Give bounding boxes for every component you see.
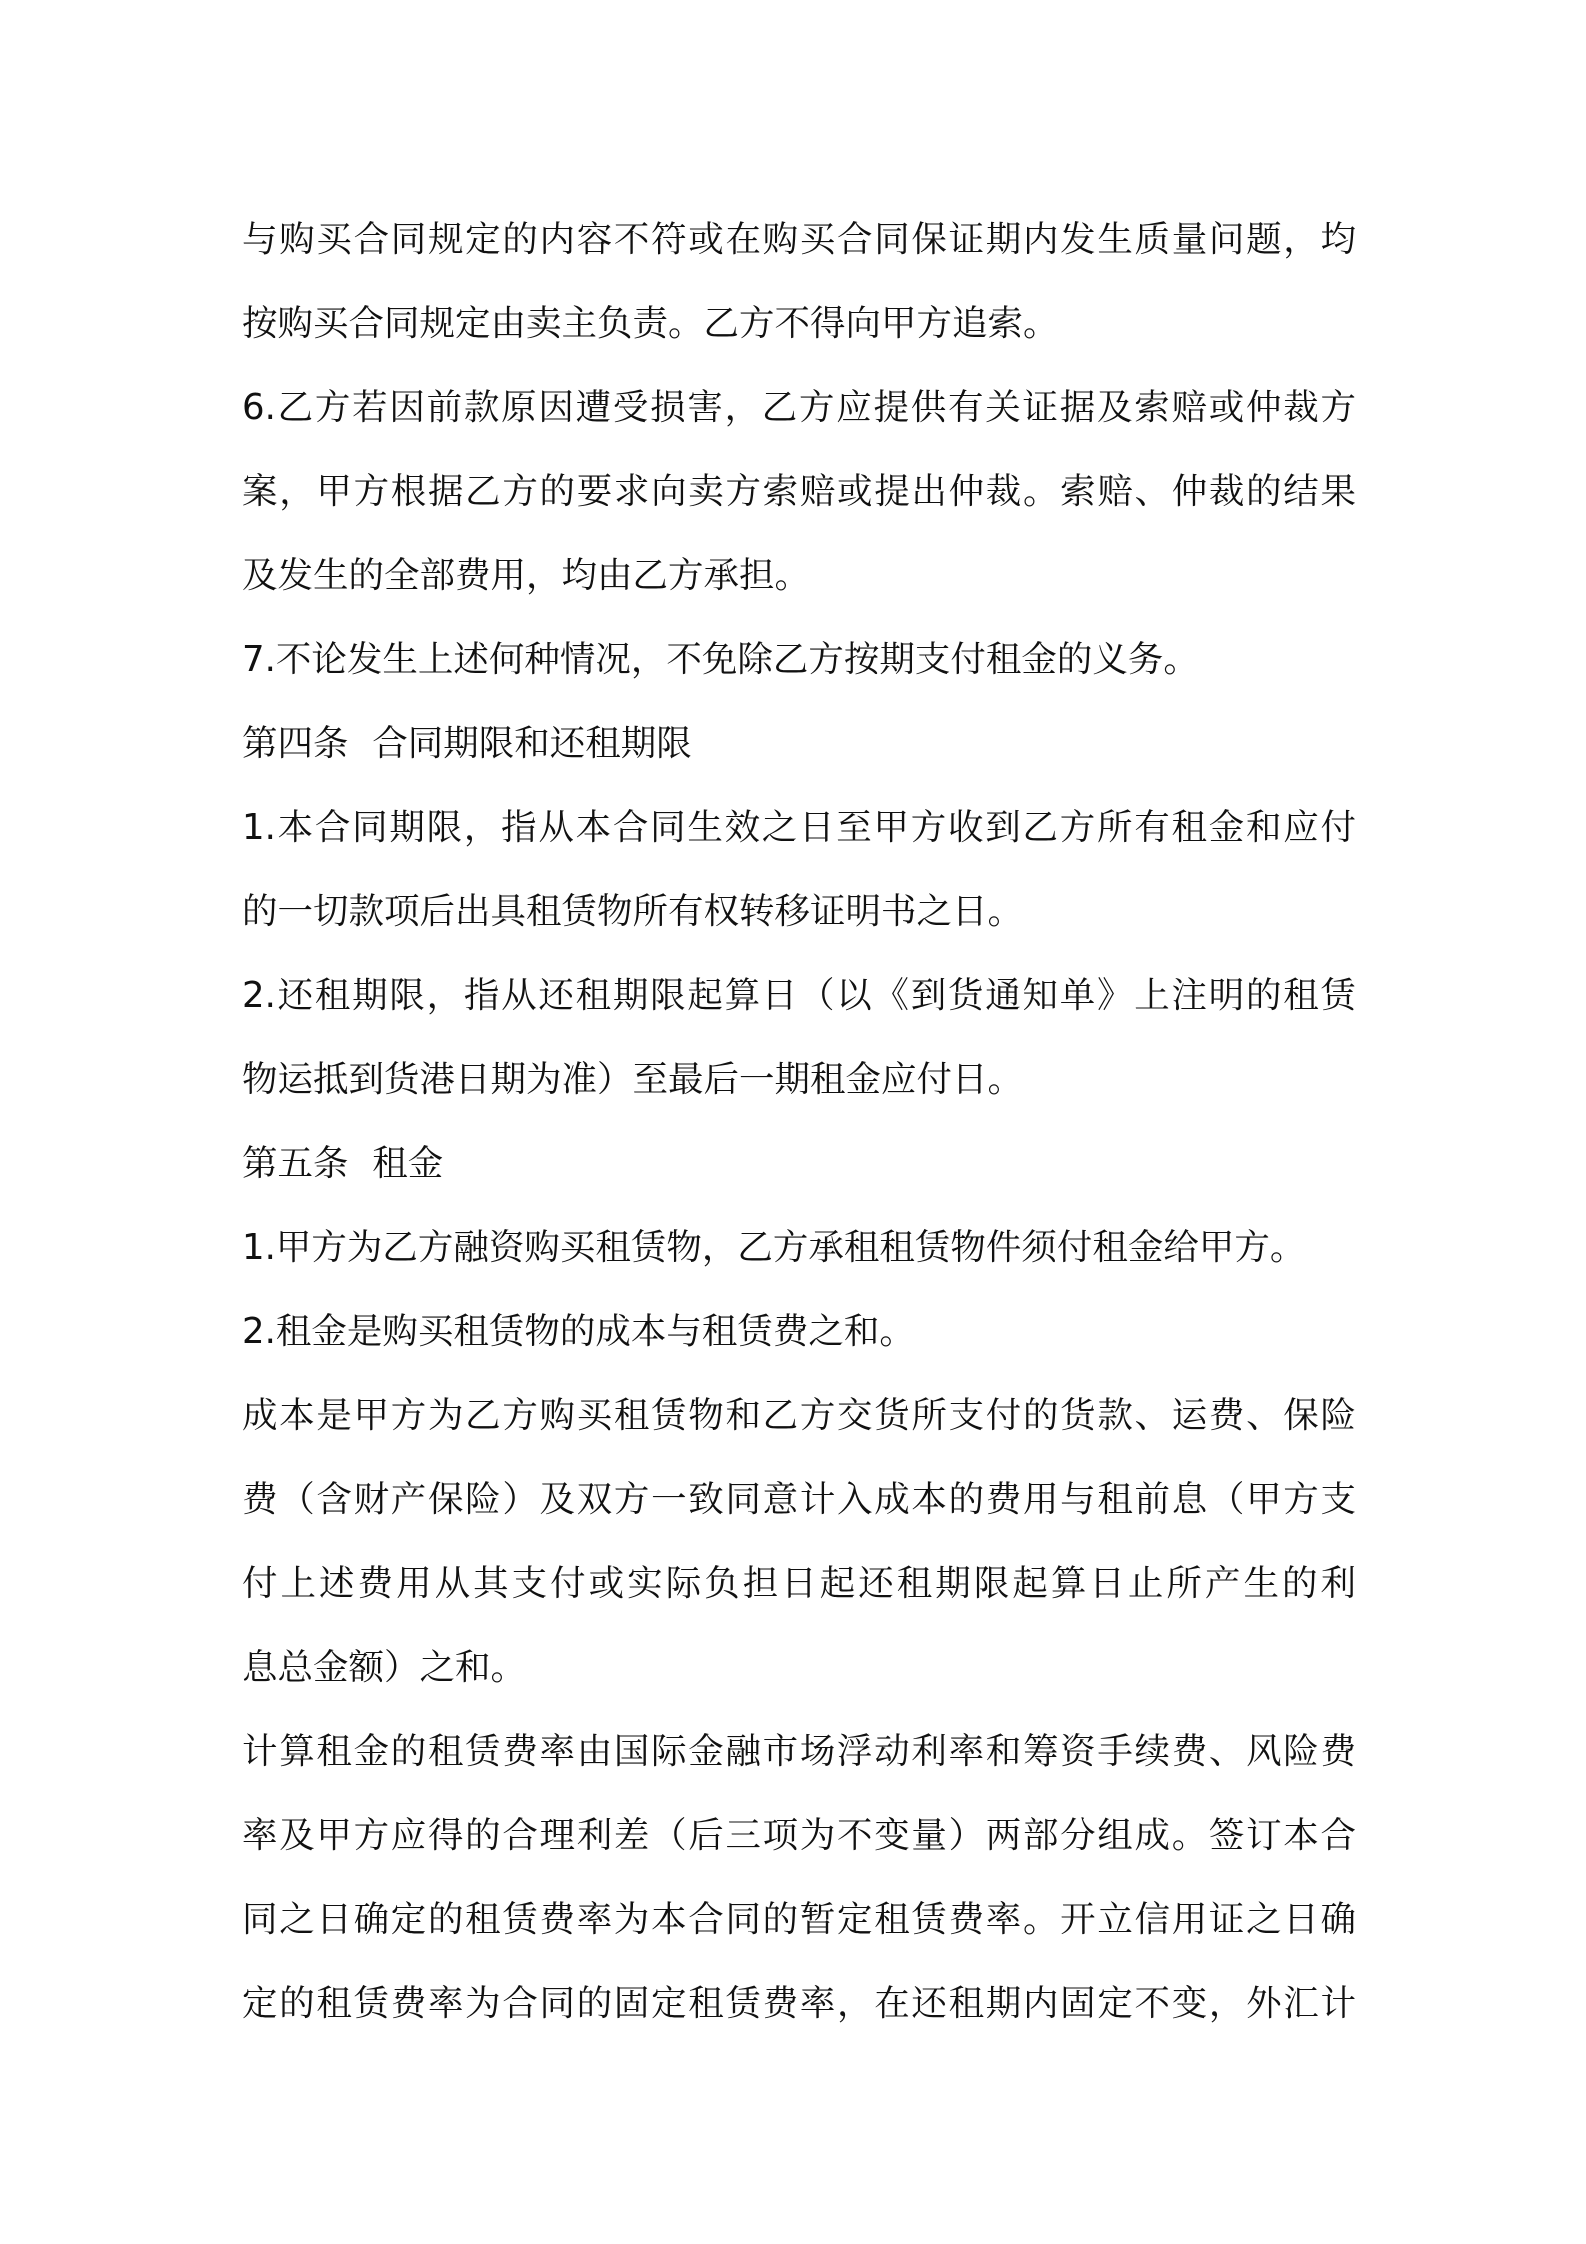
text-line: 付上述费用从其支付或实际负担日起还租期限起算日止所产生的利 (242, 1563, 1356, 1604)
text-line: 的一切款项后出具租赁物所有权转移证明书之日。 (242, 891, 1024, 932)
text-line: 2.租金是购买租赁物的成本与租赁费之和。 (242, 1311, 915, 1352)
text-line: 同之日确定的租赁费率为本合同的暂定租赁费率。开立信用证之日确 (242, 1899, 1356, 1940)
text-line: 按购买合同规定由卖主负责。乙方不得向甲方追索。 (242, 303, 1059, 344)
text-line: 1.本合同期限，指从本合同生效之日至甲方收到乙方所有租金和应付 (242, 807, 1356, 848)
text-line: 费（含财产保险）及双方一致同意计入成本的费用与租前息（甲方支 (242, 1479, 1356, 1520)
text-line: 物运抵到货港日期为准）至最后一期租金应付日。 (242, 1059, 1024, 1100)
text-line: 案，甲方根据乙方的要求向卖方索赔或提出仲裁。索赔、仲裁的结果 (242, 471, 1356, 512)
text-line: 7.不论发生上述何种情况，不免除乙方按期支付租金的义务。 (242, 639, 1199, 680)
text-line: 息总金额）之和。 (242, 1647, 527, 1688)
text-line: 计算租金的租赁费率由国际金融市场浮动利率和筹资手续费、风险费 (242, 1731, 1356, 1772)
section-heading-article-5: 第五条 租金 (242, 1143, 444, 1184)
text-line: 2.还租期限，指从还租期限起算日（以《到货通知单》上注明的租赁 (242, 975, 1356, 1016)
text-line: 定的租赁费率为合同的固定租赁费率，在还租期内固定不变，外汇计 (242, 1983, 1356, 2024)
document-body (242, 198, 1356, 2046)
text-line: 与购买合同规定的内容不符或在购买合同保证期内发生质量问题，均 (242, 219, 1356, 260)
text-line: 及发生的全部费用，均由乙方承担。 (242, 555, 811, 596)
text-line: 成本是甲方为乙方购买租赁物和乙方交货所支付的货款、运费、保险 (242, 1395, 1356, 1436)
text-line: 1.甲方为乙方融资购买租赁物，乙方承租租赁物件须付租金给甲方。 (242, 1227, 1306, 1268)
section-heading-article-4: 第四条 合同期限和还租期限 (242, 723, 692, 764)
text-line: 率及甲方应得的合理利差（后三项为不变量）两部分组成。签订本合 (242, 1815, 1356, 1856)
text-line: 6.乙方若因前款原因遭受损害，乙方应提供有关证据及索赔或仲裁方 (242, 387, 1356, 428)
